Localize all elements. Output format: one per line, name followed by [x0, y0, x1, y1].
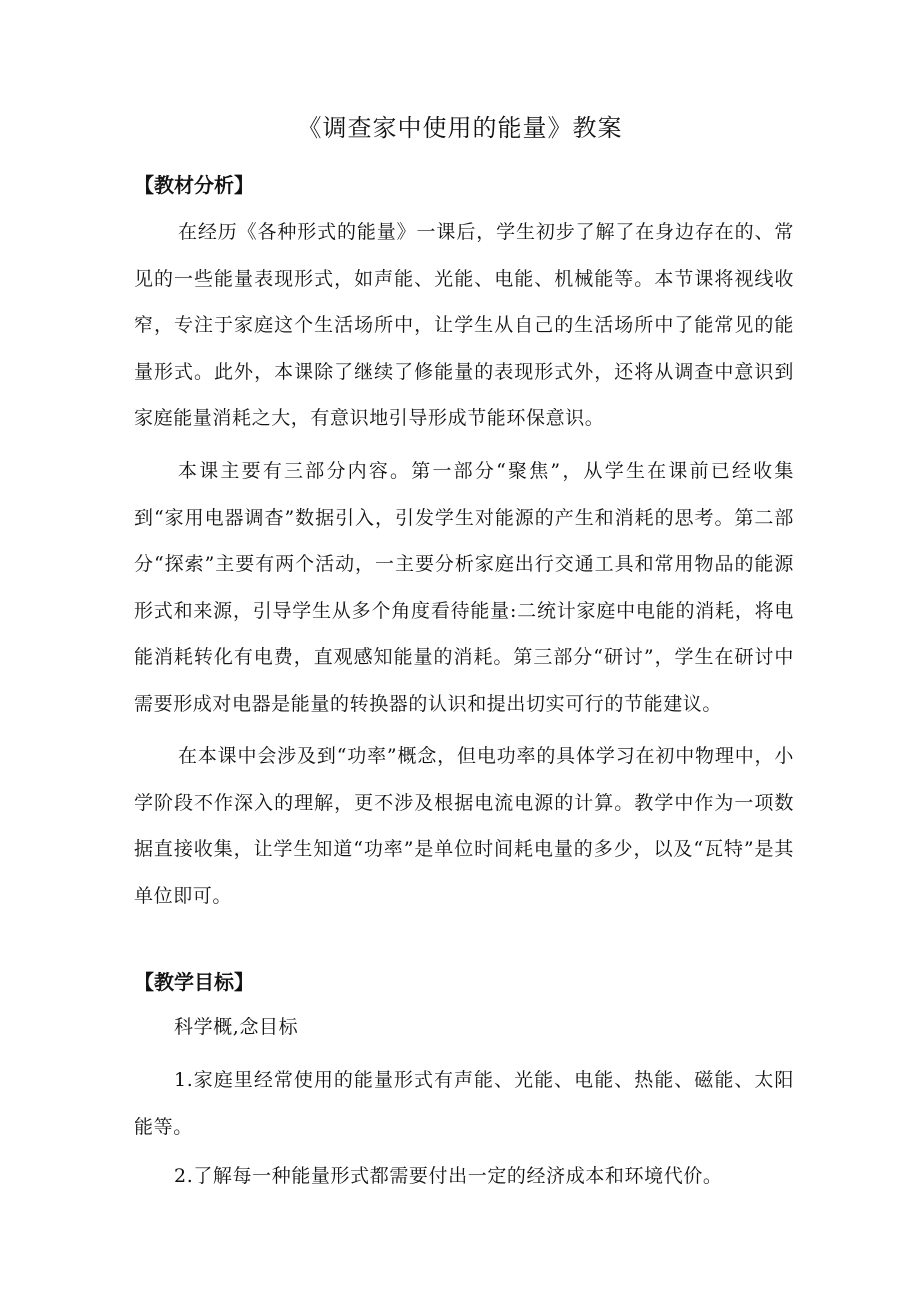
list-item: 2.了解每一种能量形式都需要付出一定的经济成本和环境代价。: [174, 1165, 723, 1187]
list-item: 1.家庭里经常使用的能量形式有声能、光能、电能、热能、磁能、太阳能等。: [134, 1069, 794, 1138]
paragraph: 本课主要有三部分内容。第一部分“聚焦”，从学生在课前已经收集到“家用电器调杳”数据引入，引发学生对能源的产生和消耗的思考。第二部分“探索”主要有两个活动，一主要分析家庭出行交通工具和常用物品的能源形式和来源，引导学生从多个角度看待能量:二统计家庭中电能的消耗，将电能消耗转化有电费，直观感知能量的消耗。第三部分“研讨”，学生在研讨中需要形成对电器是能量的转换器的认识和提出切实可行的节能建议。: [134, 460, 794, 715]
paragraph: 在本课中会涉及到“功率”概念，但电功率的具体学习在初中物理中，小学阶段不作深入的理解，更不涉及根据电流电源的计算。教学中作为一项数据直接收集，让学生知道“功率”是单位时间耗电量的多少，以及“瓦特”是其单位即可。: [134, 745, 794, 907]
paragraph-subheading: 科学概,念目标: [174, 1016, 299, 1038]
paragraph: 在经历《各种形式的能量》一课后，学生初步了解了在身边存在的、常见的一些能量表现形式，如声能、光能、电能、机械能等。本节课将视线收窄，专注于家庭这个生活场所中，让学生从自己的生活场所中了能常见的能量形式。此外，本课除了继续了修能量的表现形式外，还将从调查中意识到家庭能量消耗之大，有意识地引导形成节能环保意识。: [134, 221, 794, 429]
section-heading-teaching-objectives: 【教学目标】: [134, 970, 254, 994]
document-title: 《调查家中使用的能量》教案: [297, 114, 623, 142]
section-heading-textbook-analysis: 【教材分析】: [134, 173, 254, 197]
